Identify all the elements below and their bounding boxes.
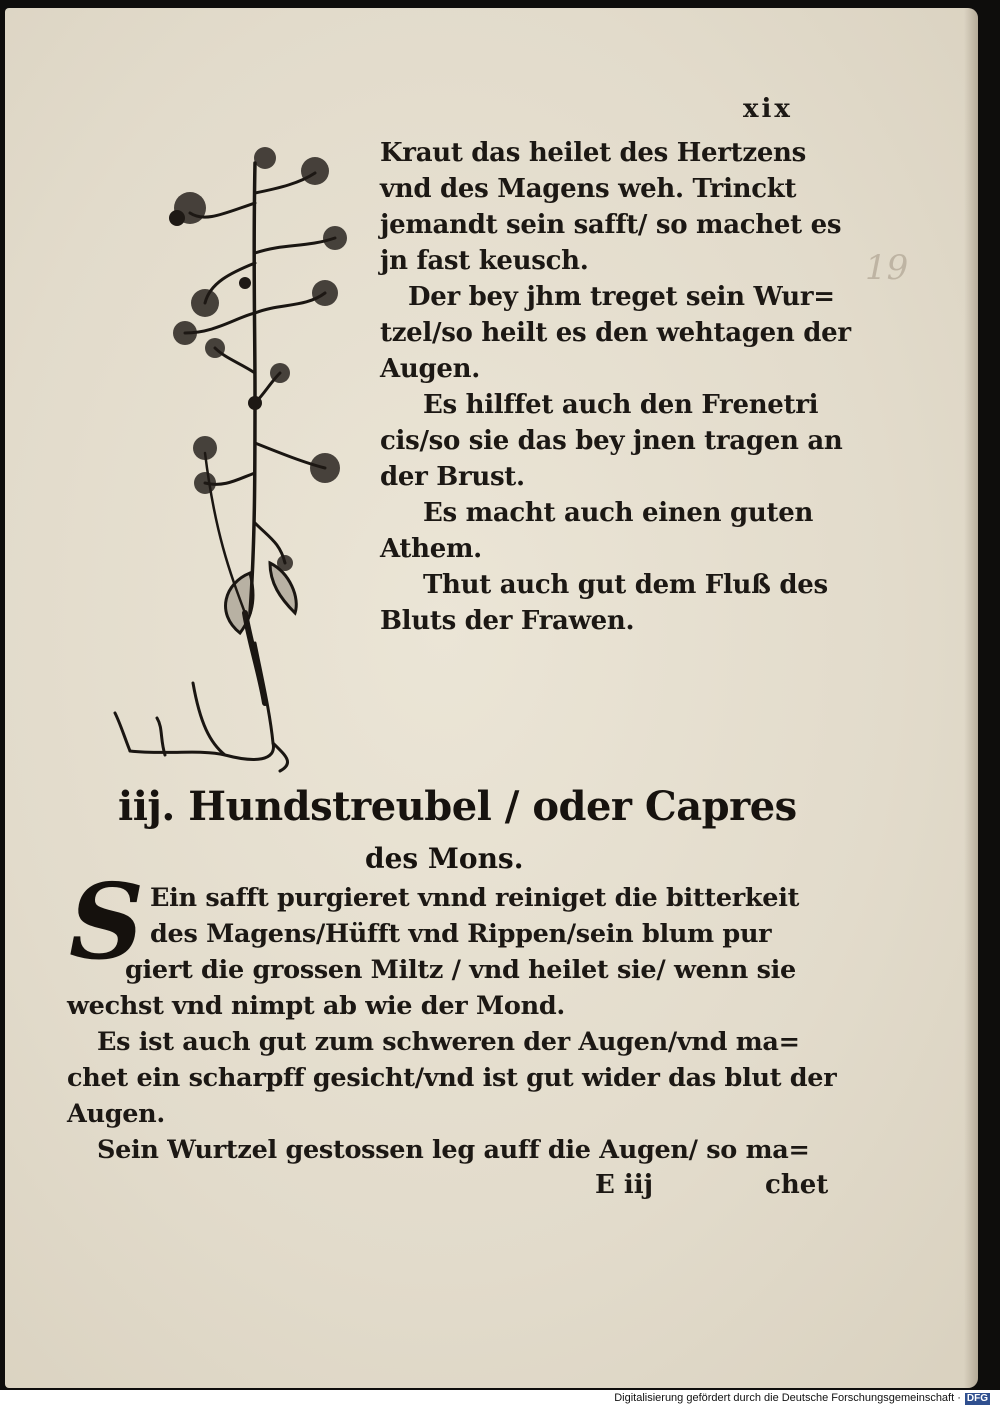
- folio-number: xix: [743, 94, 793, 124]
- text-line: vnd des Magens weh. Trinckt: [380, 174, 797, 204]
- chapter-heading: iij. Hundstreubel / oder Capres: [118, 783, 797, 830]
- text-line: Thut auch gut dem Fluß des: [423, 570, 828, 600]
- text-line: Es hilffet auch den Frenetri: [423, 390, 819, 420]
- plant-woodcut-illustration: [105, 143, 385, 783]
- text-line: Kraut das heilet des Hertzens: [380, 138, 807, 168]
- text-line: Es ist auch gut zum schweren der Augen/vnd ma=: [97, 1027, 800, 1057]
- text-line: des Magens/Hüfft vnd Rippen/sein blum pur: [150, 919, 772, 949]
- text-line: Ein safft purgieret vnnd reiniget die bitterkeit: [150, 883, 800, 913]
- text-line: Sein Wurtzel gestossen leg auff die Augen/ so ma=: [97, 1135, 810, 1165]
- text-line: Augen.: [380, 354, 480, 384]
- credit-text: Digitalisierung gefördert durch die Deutsche Forschungsgemeinschaft ·: [614, 1392, 961, 1404]
- chapter-subheading: des Mons.: [365, 842, 524, 875]
- text-line: Bluts der Frawen.: [380, 606, 635, 636]
- text-line: jemandt sein safft/ so machet es: [380, 210, 842, 240]
- book-page: [5, 8, 978, 1388]
- signature-mark: E iij: [595, 1170, 654, 1200]
- text-line: chet ein scharpff gesicht/vnd ist gut wider das blut der: [67, 1063, 837, 1093]
- text-line: wechst vnd nimpt ab wie der Mond.: [67, 991, 565, 1021]
- text-line: giert die grossen Miltz / vnd heilet sie/ wenn sie: [125, 955, 796, 985]
- text-line: der Brust.: [380, 462, 525, 492]
- text-line: tzel/so heilt es den wehtagen der: [380, 318, 851, 348]
- margin-note: 19: [865, 248, 909, 288]
- catchword: chet: [765, 1170, 829, 1200]
- text-line: jn fast keusch.: [380, 246, 589, 276]
- text-line: Athem.: [380, 534, 482, 564]
- digitization-credit: [614, 1390, 990, 1406]
- decorated-initial: S: [69, 860, 145, 983]
- text-line: Es macht auch einen guten: [423, 498, 814, 528]
- text-line: Augen.: [67, 1099, 165, 1129]
- dfg-logo: DFG: [966, 1393, 988, 1404]
- text-line: Der bey jhm treget sein Wur=: [408, 282, 835, 312]
- text-line: cis/so sie das bey jnen tragen an: [380, 426, 843, 456]
